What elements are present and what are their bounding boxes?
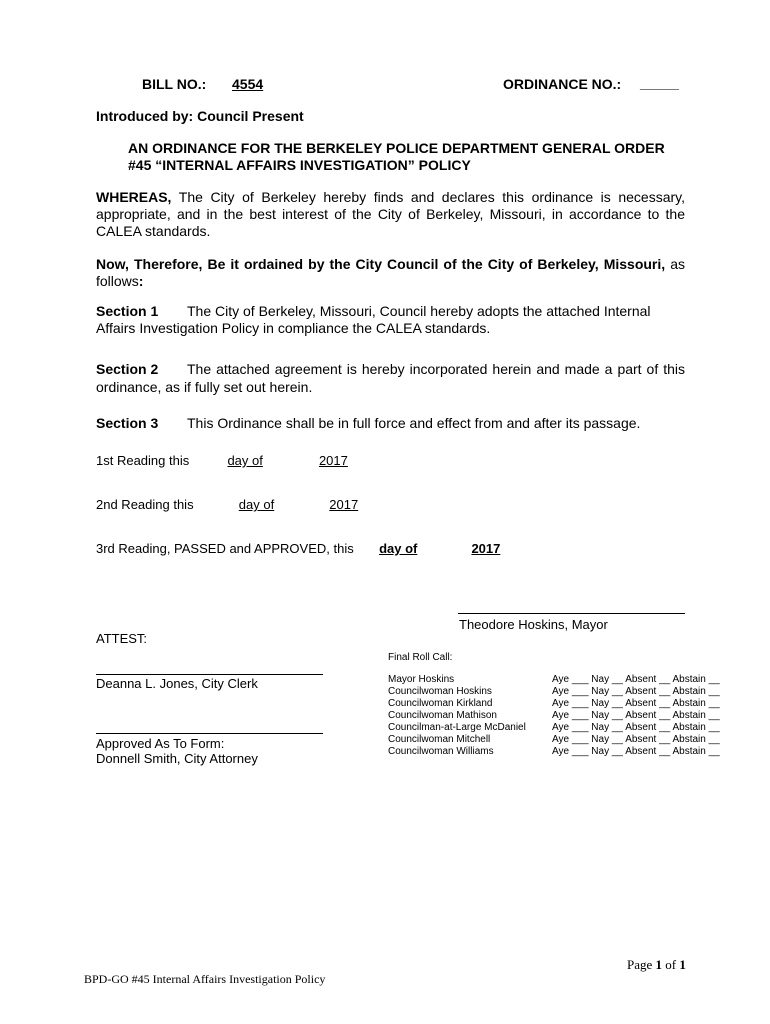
mayor-signature-line: [458, 613, 685, 614]
roll-call-member: Mayor Hoskins: [388, 674, 455, 685]
reading-2-day-of: day of: [238, 497, 275, 512]
reading-3: [96, 541, 500, 556]
roll-call-member: Councilwoman Hoskins: [388, 686, 492, 697]
roll-call-votes: [552, 674, 720, 758]
attest-label: ATTEST:: [96, 631, 148, 646]
roll-call-vote: Aye ___ Nay __ Absent __ Abstain __: [552, 710, 720, 721]
page-word: Page: [627, 957, 653, 972]
reading-1: [96, 453, 348, 468]
attorney-name: Donnell Smith, City Attorney: [96, 751, 258, 766]
roll-call-member: Councilwoman Kirkland: [388, 698, 493, 709]
roll-call-vote: Aye ___ Nay __ Absent __ Abstain __: [552, 698, 720, 709]
section-1-label: Section 1: [96, 303, 159, 319]
bill-number: 4554: [232, 76, 264, 92]
approved-as-to-form: Approved As To Form:: [96, 736, 225, 751]
section-2: [96, 360, 685, 396]
section-2-label: Section 2: [96, 361, 159, 377]
page-current: 1: [655, 957, 663, 972]
now-therefore-colon: :: [138, 273, 144, 289]
mayor-name: Theodore Hoskins, Mayor: [459, 617, 608, 632]
reading-3-year: 2017: [471, 541, 501, 556]
roll-call-vote: Aye ___ Nay __ Absent __ Abstain __: [552, 746, 720, 757]
section-3-label: Section 3: [96, 415, 159, 431]
reading-1-label: 1st Reading this: [96, 453, 190, 468]
roll-call-vote: Aye ___ Nay __ Absent __ Abstain __: [552, 686, 720, 697]
reading-1-year: 2017: [318, 453, 348, 468]
roll-call-member: Councilman-at-Large McDaniel: [388, 722, 526, 733]
roll-call-names: [388, 674, 526, 758]
roll-call-title: Final Roll Call:: [388, 652, 453, 663]
attorney-signature-line: [96, 733, 323, 734]
footer-doc-title: BPD-GO #45 Internal Affairs Investigation Policy: [84, 972, 326, 986]
section-3: [96, 415, 685, 432]
roll-call-vote: Aye ___ Nay __ Absent __ Abstain __: [552, 674, 720, 685]
ordinance-title-line1: AN ORDINANCE FOR THE BERKELEY POLICE DEPARTMENT GENERAL ORDER: [128, 140, 665, 156]
page-total: 1: [679, 957, 686, 972]
ordinance-label: ORDINANCE NO.:: [503, 76, 622, 92]
section-1-text: The City of Berkeley, Missouri, Council hereby adopts the attached Internal Affairs Investigation Policy in compliance the CALEA standards.: [96, 303, 651, 336]
reading-2-year: 2017: [329, 497, 359, 512]
page-number: [627, 957, 686, 973]
now-therefore-text: as follows: [96, 256, 685, 289]
reading-1-day-of: day of: [227, 453, 263, 468]
roll-call-member: Councilwoman Williams: [388, 746, 494, 757]
section-3-text: This Ordinance shall be in full force and effect from and after its passage.: [187, 415, 641, 431]
ordinance-title-line2: #45 “INTERNAL AFFAIRS INVESTIGATION” POLICY: [128, 157, 471, 173]
introduced-by: Introduced by: Council Present: [96, 108, 304, 124]
roll-call-vote: Aye ___ Nay __ Absent __ Abstain __: [552, 734, 720, 745]
roll-call-vote: Aye ___ Nay __ Absent __ Abstain __: [552, 722, 720, 733]
whereas-paragraph: [96, 189, 685, 240]
section-2-text: The attached agreement is hereby incorporated herein and made a part of this ordinance, as if fully set out herein.: [96, 361, 685, 395]
clerk-signature-line: [96, 674, 323, 675]
reading-3-day-of: day of: [379, 541, 418, 556]
reading-2-label: 2nd Reading this: [96, 497, 194, 512]
now-therefore-paragraph: [96, 256, 685, 290]
reading-3-label: 3rd Reading, PASSED and APPROVED, this: [96, 541, 354, 556]
roll-call-member: Councilwoman Mathison: [388, 710, 497, 721]
whereas-text: The City of Berkeley hereby finds and declares this ordinance is necessary, appropriate, and in the best interest of the City of Berkeley, Missouri, in accordance to the CALEA standards.: [96, 189, 685, 239]
section-1: [96, 303, 685, 337]
roll-call-member: Councilwoman Mitchell: [388, 734, 491, 745]
bill-label: BILL NO.:: [142, 76, 207, 92]
reading-2: [96, 497, 358, 512]
now-therefore-bold: Now, Therefore, Be it ordained by the City Council of the City of Berkeley, Missouri,: [96, 256, 666, 272]
clerk-name: Deanna L. Jones, City Clerk: [96, 676, 258, 691]
ordinance-number-blank: _____: [640, 75, 679, 91]
whereas-label: WHEREAS,: [96, 189, 172, 205]
page-of-word: of: [665, 957, 677, 972]
